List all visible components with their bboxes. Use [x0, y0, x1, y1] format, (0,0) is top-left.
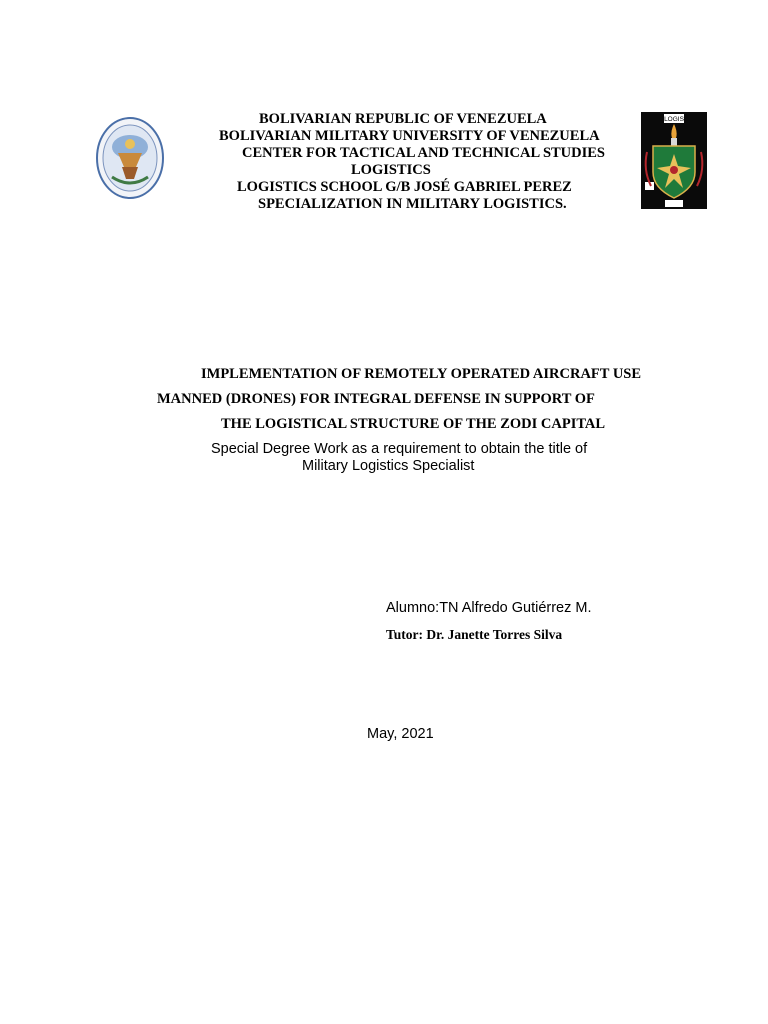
crest-label: LOGIS — [664, 116, 684, 123]
header-line-university: BOLIVARIAN MILITARY UNIVERSITY OF VENEZUELA — [219, 128, 600, 144]
subtitle-line-2: Military Logistics Specialist — [302, 458, 475, 474]
thesis-title-line-3: THE LOGISTICAL STRUCTURE OF THE ZODI CAPITAL — [221, 416, 606, 432]
subtitle-line-1: Special Degree Work as a requirement to obtain the title of — [211, 441, 588, 457]
tutor-name: Tutor: Dr. Janette Torres Silva — [386, 627, 563, 642]
university-seal-icon — [96, 117, 164, 199]
logistics-school-crest-icon — [641, 112, 707, 209]
header-line-specialization: SPECIALIZATION IN MILITARY LOGISTICS. — [258, 196, 567, 212]
student-name: Alumno:TN Alfredo Gutiérrez M. — [386, 600, 592, 616]
header-line-center: CENTER FOR TACTICAL AND TECHNICAL STUDIES — [242, 145, 605, 161]
thesis-title-line-1: IMPLEMENTATION OF REMOTELY OPERATED AIRCRAFT USE — [201, 366, 642, 382]
header-line-logistics: LOGISTICS — [351, 162, 431, 178]
header-line-republic: BOLIVARIAN REPUBLIC OF VENEZUELA — [259, 111, 547, 127]
thesis-title-line-2: MANNED (DRONES) FOR INTEGRAL DEFENSE IN SUPPORT OF — [157, 391, 595, 407]
header-line-school: LOGISTICS SCHOOL G/B JOSÉ GABRIEL PEREZ — [237, 179, 572, 195]
date: May, 2021 — [367, 726, 434, 742]
